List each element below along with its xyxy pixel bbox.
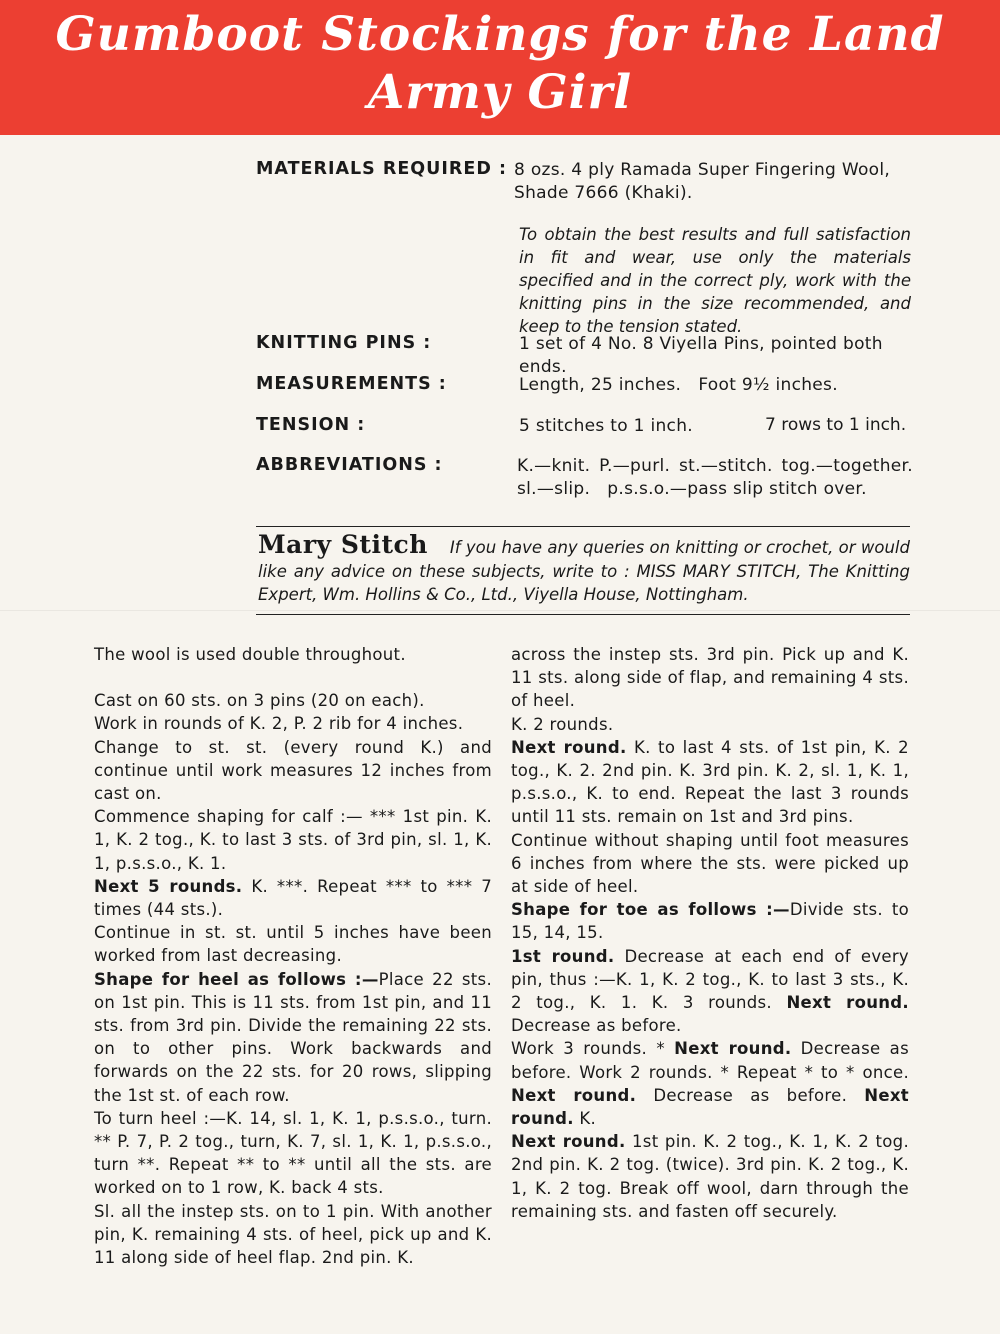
step-heading: 1st round. xyxy=(511,946,615,966)
step-heading: Next round. xyxy=(511,737,627,757)
title-banner xyxy=(0,0,1000,135)
step-heading: Shape for heel as follows :— xyxy=(94,969,379,989)
tension-label: TENSION : xyxy=(256,415,366,435)
divider-top xyxy=(256,526,910,527)
abbreviations-value: K.—knit. P.—purl. st.—stitch. tog.—together. sl.—slip. p.s.s.o.—pass slip stitch over. xyxy=(517,456,919,499)
step-text: 1st pin. K. 2 tog., K. 1, K. 2 tog. 2nd pin. K. 2 tog. (twice). 3rd pin. K. 2 tog., K. 1, K. 2 tog. Break off wool, darn through the remaining sts. and fasten off securely. xyxy=(511,1132,909,1221)
step-heading: Next round. xyxy=(511,1085,909,1129)
mary-stitch-title: Mary Stitch xyxy=(258,530,428,559)
abbreviations-label: ABBREVIATIONS : xyxy=(256,455,443,475)
title-line-2: Army Girl xyxy=(367,65,633,120)
materials-note: To obtain the best results and full satisfaction in fit and wear, use only the materials specified and in the correct ply, work with the knitting pins in the size recommended, and keep to the tension stated. xyxy=(519,225,911,336)
measurements-label: MEASUREMENTS : xyxy=(256,374,447,394)
step-text: K. ***. Repeat *** to *** 7 times (44 sts.). xyxy=(94,876,492,920)
instruction-paragraph: Work in rounds of K. 2, P. 2 rib for 4 inches. xyxy=(94,714,464,734)
step-text: Decrease at each end of every pin, thus :—K. 1, K. 2 tog., K. to last 3 sts., K. 2 tog., K. 1. K. 3 rounds. xyxy=(511,946,909,1013)
paper-crease xyxy=(0,610,1000,611)
instruction-paragraph: Cast on 60 sts. on 3 pins (20 on each). xyxy=(94,691,425,711)
instruction-paragraph xyxy=(511,945,909,1038)
instruction-paragraph: Continue in st. st. until 5 inches have been worked from last decreasing. xyxy=(94,923,492,966)
instruction-paragraph xyxy=(94,968,492,1107)
instructions-right-column xyxy=(511,643,909,1223)
step-heading: Next round. xyxy=(511,1132,626,1152)
step-text: K. xyxy=(573,1109,597,1129)
step-text: Decrease as before. xyxy=(511,1016,682,1036)
step-text: K. to last 4 sts. of 1st pin, K. 2 tog., K. 2. 2nd pin. K. 3rd pin. K. 2, sl. 1, K. 1, p.s.s.o., K. to end. Repeat the last 3 rounds until 11 sts. remain on 1st and 3rd pins. xyxy=(511,737,909,827)
step-text: Place 22 sts. on 1st pin. This is 11 sts. from 1st pin, and 11 sts. from 3rd pin. Divide the remaining 22 sts. on to other pins. Work backwards and forwards on the 22 sts. for 20 rows, slipping the 1st st. of each row. xyxy=(94,969,492,1105)
instruction-paragraph: The wool is used double throughout. xyxy=(94,645,406,664)
tension-value-stitches: 5 stitches to 1 inch. xyxy=(519,416,693,436)
mary-stitch-text: If you have any queries on knitting or crochet, or would like any advice on these subjects, write to : MISS MARY STITCH, The Knitting Expert, Wm. Hollins & Co., Ltd., Viyella House, Nottingham. xyxy=(258,538,910,604)
divider-bottom xyxy=(256,614,910,615)
instructions-left-column xyxy=(94,643,492,1269)
materials-value: 8 ozs. 4 ply Ramada Super Fingering Wool, Shade 7666 (Khaki). xyxy=(514,160,891,203)
instruction-paragraph xyxy=(511,898,909,944)
mary-stitch-box xyxy=(258,530,910,607)
step-heading: Next round. xyxy=(786,993,909,1013)
pins-label: KNITTING PINS : xyxy=(256,333,432,353)
instruction-paragraph: Sl. all the instep sts. on to 1 pin. With another pin, K. remaining 4 sts. of heel, pick up and K. 11 along side of heel flap. 2nd pin. K. xyxy=(94,1201,492,1268)
step-heading: Next round. xyxy=(674,1039,792,1059)
instruction-paragraph: To turn heel :—K. 14, sl. 1, K. 1, p.s.s.o., turn. ** P. 7, P. 2 tog., turn, K. 7, sl. 1, K. 1, p.s.s.o., turn **. Repeat ** to ** until all the sts. are worked on to 1 row, K. back 4 sts. xyxy=(94,1108,492,1198)
step-heading: Next 5 rounds. xyxy=(94,876,243,896)
instruction-paragraph: Continue without shaping until foot measures 6 inches from where the sts. were picked up at side of heel. xyxy=(511,830,909,897)
instruction-paragraph: across the instep sts. 3rd pin. Pick up and K. 11 sts. along side of flap, and remaining 4 sts. of heel. xyxy=(511,645,909,711)
materials-label: MATERIALS REQUIRED : xyxy=(256,159,507,179)
step-text: Divide sts. to 15, 14, 15. xyxy=(511,900,909,943)
pins-value: 1 set of 4 No. 8 Viyella Pins, pointed both ends. xyxy=(519,334,883,377)
step-heading: Next round. xyxy=(511,1085,637,1105)
tension-value-rows: 7 rows to 1 inch. xyxy=(765,415,907,435)
page-title xyxy=(0,6,1000,122)
title-line-1: Gumboot Stockings for the Land xyxy=(55,7,945,62)
instruction-paragraph: K. 2 rounds. xyxy=(511,714,614,734)
step-text: Decrease as before. Work 2 rounds. * Repeat * to * once. xyxy=(511,1039,909,1082)
instruction-paragraph: Change to st. st. (every round K.) and continue until work measures 12 inches from cast on. xyxy=(94,737,492,804)
instruction-paragraph xyxy=(511,736,909,829)
instruction-paragraph: Commence shaping for calf :— *** 1st pin. K. 1, K. 2 tog., K. to last 3 sts. of 3rd pin, sl. 1, K. 1, p.s.s.o., K. 1. xyxy=(94,807,492,873)
step-heading: Shape for toe as follows :— xyxy=(511,900,790,920)
instruction-paragraph xyxy=(511,1130,909,1223)
instruction-paragraph xyxy=(94,875,492,921)
instruction-paragraph xyxy=(511,1037,909,1130)
step-text: Decrease as before. xyxy=(636,1085,865,1105)
step-text: Work 3 rounds. * xyxy=(511,1039,675,1059)
measurements-value: Length, 25 inches. Foot 9½ inches. xyxy=(519,375,838,395)
